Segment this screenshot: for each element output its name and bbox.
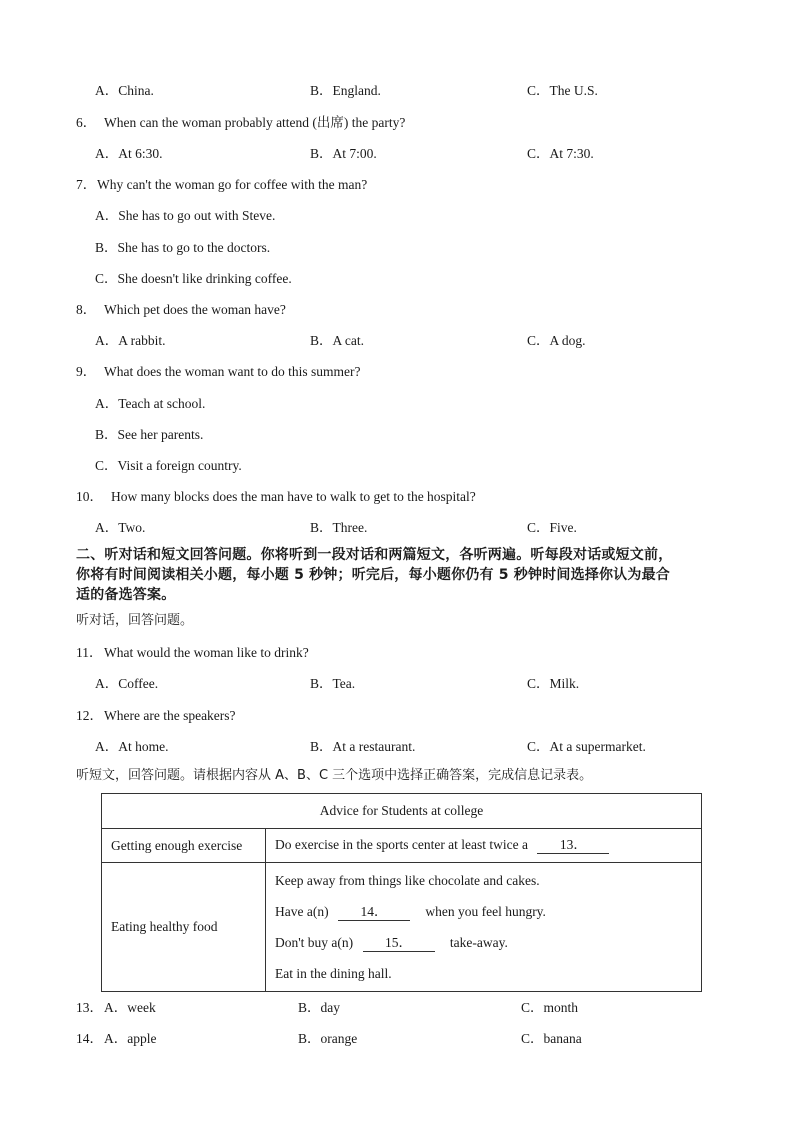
row2-line4: Eat in the dining hall. — [275, 966, 392, 981]
dialog-instruction: 听对话，回答问题。 — [76, 613, 194, 628]
q12-question: Where are the speakers? — [104, 708, 236, 723]
row2-line2-pre: Have a(n) — [275, 904, 329, 919]
section2-heading-line1: 二、听对话和短文回答问题。你将听到一段对话和两篇短文，各听两遍。听每段对话或短文前， — [76, 547, 673, 563]
row2-line3-pre: Don't buy a(n) — [275, 935, 354, 950]
blank-14: 14． — [338, 904, 410, 921]
q6-option-c: C．At 7:30. — [527, 146, 594, 161]
q9-number: 9． — [76, 364, 97, 379]
q11-question: What would the woman like to drink? — [104, 645, 309, 660]
blank-15: 15． — [363, 935, 435, 952]
q9-option-c: C．Visit a foreign country. — [95, 458, 242, 473]
q8-option-c: C．A dog. — [527, 333, 586, 348]
q7-option-b: B．She has to go to the doctors. — [95, 240, 271, 255]
q8-question: Which pet does the woman have? — [104, 302, 286, 317]
q7-question: Why can't the woman go for coffee with the man? — [97, 177, 368, 192]
row2-line2 — [275, 896, 692, 927]
q6-number: 6． — [76, 115, 97, 130]
q5-option-b: B．England. — [310, 83, 381, 98]
q10-option-c: C．Five. — [527, 520, 577, 535]
advice-table — [101, 793, 702, 992]
q7-option-c: C．She doesn't like drinking coffee. — [95, 271, 292, 286]
section2-heading-line2: 你将有时间阅读相关小题，每小题 5 秒钟；听完后，每小题你仍有 5 秒钟时间选择你认为最合 — [76, 567, 670, 583]
row2-content — [266, 863, 702, 992]
q13-option-a: A．week — [104, 1000, 156, 1015]
q11-option-b: B．Tea. — [310, 676, 356, 691]
q7-option-a: A．She has to go out with Steve. — [95, 208, 276, 223]
row1-content — [266, 829, 702, 863]
q6-option-b: B．At 7:00. — [310, 146, 377, 161]
row2-line3 — [275, 927, 692, 958]
row2-line1: Keep away from things like chocolate and cakes. — [275, 873, 540, 888]
blank-13: 13． — [537, 837, 609, 854]
table-title: Advice for Students at college — [102, 794, 702, 829]
q9-option-a: A．Teach at school. — [95, 396, 206, 411]
q13-option-c: C．month — [521, 1000, 579, 1015]
q9-option-b: B．See her parents. — [95, 427, 204, 442]
q5-option-a: A．China. — [95, 83, 154, 98]
q10-option-b: B．Three. — [310, 520, 368, 535]
q7-number: 7． — [76, 177, 97, 192]
passage-instruction: 听短文，回答问题。请根据内容从 A、B、C 三个选项中选择正确答案，完成信息记录表。 — [76, 768, 593, 783]
q14-option-c: C．banana — [521, 1031, 582, 1046]
q5-option-c: C．The U.S. — [527, 83, 598, 98]
q6-question: When can the woman probably attend (出席) the party? — [104, 115, 406, 130]
q10-number: 10． — [76, 489, 103, 504]
row1-label: Getting enough exercise — [102, 829, 266, 863]
q12-number: 12． — [76, 708, 103, 723]
q14-option-a: A．apple — [104, 1031, 157, 1046]
q11-option-a: A．Coffee. — [95, 676, 159, 691]
row2-line2-post: when you feel hungry. — [425, 904, 546, 919]
q10-question: How many blocks does the man have to walk to get to the hospital? — [111, 489, 476, 504]
q9-question: What does the woman want to do this summer? — [104, 364, 361, 379]
row1-text: Do exercise in the sports center at least twice a — [275, 837, 529, 852]
q13-number: 13． — [76, 1000, 103, 1015]
q13-option-b: B．day — [298, 1000, 340, 1015]
q12-option-a: A．At home. — [95, 739, 169, 754]
q10-option-a: A．Two. — [95, 520, 146, 535]
q14-number: 14． — [76, 1031, 103, 1046]
q12-option-c: C．At a supermarket. — [527, 739, 646, 754]
q11-number: 11． — [76, 645, 103, 660]
q6-option-a: A．At 6:30. — [95, 146, 163, 161]
q8-option-b: B．A cat. — [310, 333, 364, 348]
row2-label: Eating healthy food — [102, 863, 266, 992]
q11-option-c: C．Milk. — [527, 676, 580, 691]
row2-line3-post: take-away. — [449, 935, 508, 950]
q14-option-b: B．orange — [298, 1031, 358, 1046]
q12-option-b: B．At a restaurant. — [310, 739, 416, 754]
section2-heading-line3: 适的备选答案。 — [76, 587, 176, 603]
q8-number: 8． — [76, 302, 97, 317]
q8-option-a: A．A rabbit. — [95, 333, 166, 348]
